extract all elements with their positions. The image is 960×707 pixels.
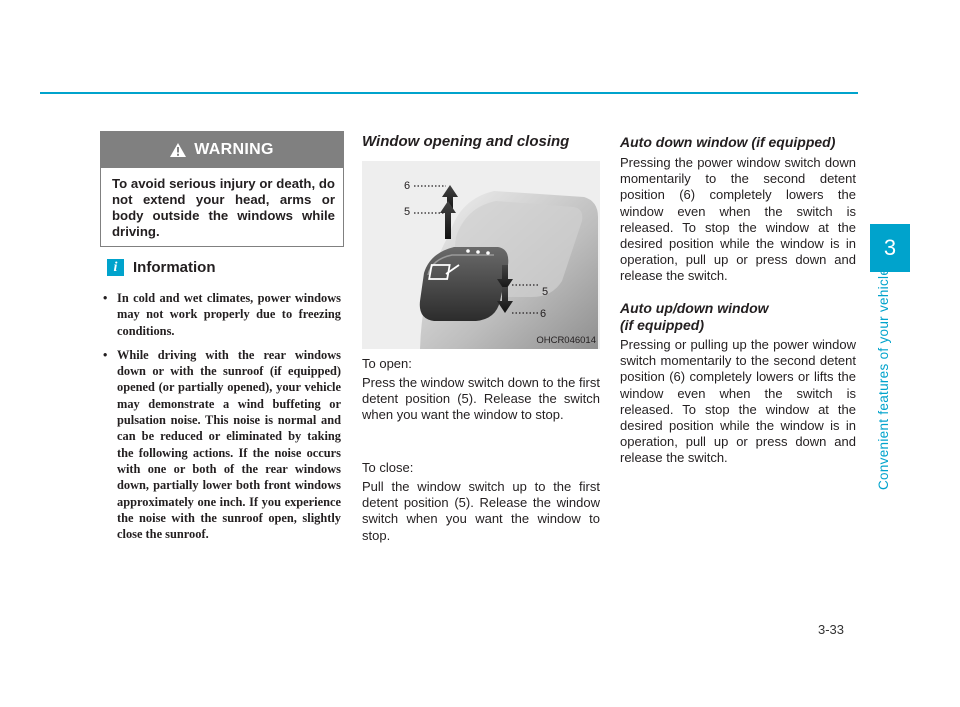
- header-rule: [40, 92, 858, 94]
- open-label: To open:: [362, 356, 412, 371]
- close-label: To close:: [362, 460, 414, 475]
- chapter-number-tab: 3: [870, 224, 910, 272]
- warning-header: [101, 132, 343, 168]
- close-text: Pull the window switch up to the first detent position (5). Release the window switch when you want the window to stop.: [362, 479, 600, 543]
- auto-down-text: Pressing the power window switch down momentarily to the second detent position (6) completely lowers the window even when the switch is released. To stop the window at the desired position while the window is in operation, pull up or press down and release the switch.: [620, 155, 856, 284]
- page-number: 3-33: [818, 622, 845, 637]
- figure-label-up-6: 6: [404, 180, 411, 192]
- info-list: [103, 290, 341, 550]
- warning-box: [100, 131, 344, 247]
- auto-updown-text: Pressing or pulling up the power window switch momentarily to the second detent position (6) completely lowers or lifts the window even when the switch is released. To stop the window at the desired position while the window is in operation, pull up or press down and release the switch.: [620, 337, 856, 466]
- warning-text: To avoid serious injury or death, do not extend your head, arms or body outside the windows while driving.: [112, 176, 335, 239]
- info-item: • In cold and wet climates, power windows may not work properly due to freezing conditions.: [103, 291, 341, 338]
- info-title: Information: [133, 259, 216, 276]
- window-section-heading: Window opening and closing: [362, 133, 570, 150]
- auto-updown-heading-line2: (if equipped): [620, 317, 704, 333]
- warning-label: WARNING: [194, 141, 274, 158]
- figure-code: OHCR046014: [536, 335, 596, 346]
- warning-triangle-icon: [170, 143, 186, 157]
- auto-down-heading: Auto down window (if equipped): [620, 134, 836, 150]
- info-icon: i: [107, 259, 124, 276]
- auto-updown-heading-line1: Auto up/down window: [620, 300, 769, 316]
- figure-label-down-5: 5: [542, 286, 549, 298]
- figure-label-down-6: 6: [540, 308, 547, 320]
- window-switch-illustration: [362, 161, 600, 349]
- chapter-title: Convenient features of your vehicle: [876, 267, 891, 490]
- window-switch-figure: [362, 161, 600, 349]
- open-text: Press the window switch down to the first detent position (5). Release the switch when you want the window to stop.: [362, 375, 600, 423]
- info-heading: [107, 259, 216, 276]
- info-item: • While driving with the rear windows down or with the sunroof (if equipped) opened (or partially opened), your vehicle may demonstrate a wind buffeting or pulsation noise. This noise is normal and can be reduced or eliminated by taking the following actions. If the noise occurs with one or both of the rear windows down, partially lower both front windows approximately one inch. If you experience the noise with the sunroof open, slightly close the sunroof.: [103, 347, 341, 542]
- figure-label-up-5: 5: [404, 206, 411, 218]
